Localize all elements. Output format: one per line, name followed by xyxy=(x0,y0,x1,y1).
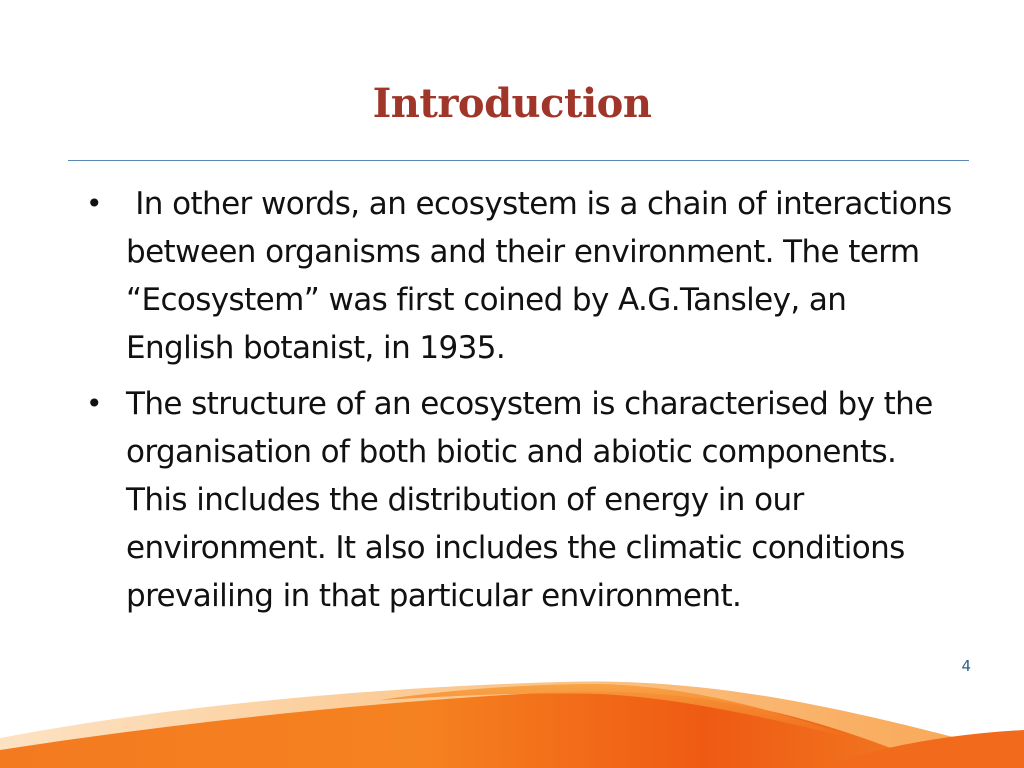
title-divider xyxy=(68,160,969,161)
bullet-text: The structure of an ecosystem is characterised by the organisation of both biotic and abiotic components. This includes the distribution of energy in our environment. It also includes the climatic conditions prevailing in that particular environment. xyxy=(126,386,933,614)
page-number: 4 xyxy=(961,657,971,675)
footer-wave-decoration xyxy=(0,660,1024,768)
bullet-icon: • xyxy=(86,387,102,420)
bullet-item-2 xyxy=(86,380,956,620)
bullet-icon: • xyxy=(86,187,102,220)
slide-title: Introduction xyxy=(372,80,652,127)
bullet-item-1 xyxy=(86,180,961,372)
bullet-text: In other words, an ecosystem is a chain of interactions between organisms and their environment. The term “Ecosystem” was first coined by A.G.Tansley, an English botanist, in 1935. xyxy=(126,186,961,366)
bullet-list xyxy=(86,180,961,628)
